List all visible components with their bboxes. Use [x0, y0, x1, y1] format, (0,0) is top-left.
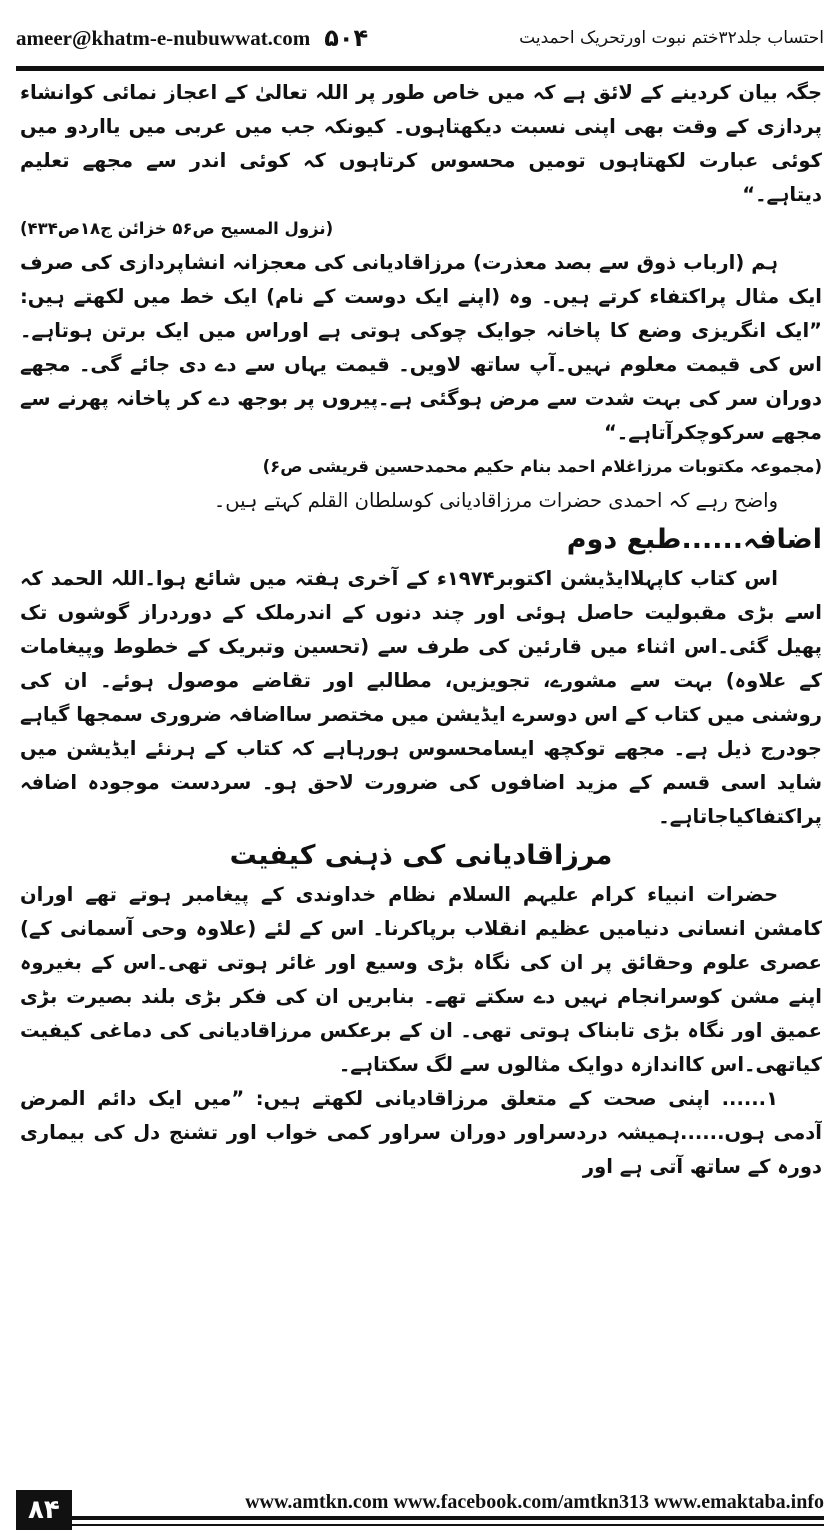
- paragraph-6: ۱...... اپنی صحت کے متعلق مرزاقادیانی لکھتے ہیں: ”میں ایک دائم المرض آدمی ہوں......ہمیشہ دردسراور دوران سراور کمی خواب اور تشنج دل کی بیماری دورہ کے ساتھ آتی ہے اور: [20, 1087, 822, 1178]
- header-left: [16, 24, 368, 52]
- footer-rule-area: [72, 1482, 824, 1530]
- paragraph-1: جگہ بیان کردینے کے لائق ہے کہ میں خاص طور پر اللہ تعالیٰ کے اعجاز نمائی کوانشاء پردازی کے وقت بھی اپنی نسبت دیکھتاہوں۔ کیونکہ جب میں عربی میں یااردو میں کوئی عبارت لکھتاہوں تومیں محسوس کرتاہوں کہ کوئی اندر سے مجھے تعلیم دیتاہے۔“: [20, 81, 822, 206]
- page-footer: [16, 1482, 824, 1530]
- header-rule: [16, 66, 824, 71]
- paragraph-2: ہم (ارباب ذوق سے بصد معذرت) مرزاقادیانی کی معجزانہ انشاپردازی کی صرف ایک مثال پراکتفاء کرتے ہیں۔ وہ (اپنے ایک دوست کے نام) ایک خط میں لکھتے ہیں: ”ایک انگریزی وضع کا پاخانہ جوایک چوکی ہوتی ہے اوراس میں ایک برتن ہوتاہے۔اس کی قیمت معلوم نہیں۔آپ ساتھ لاویں۔ قیمت یہاں سے دے دی جائے گی۔ مجھے دوران سر کی بہت شدت سے مرض ہوگئی ہے۔پیروں پر بوجھ دے کر پاخانہ پھرنے سے مجھے سرکوچکرآتاہے۔“: [20, 251, 822, 444]
- page-header: [16, 18, 824, 58]
- footer-rule: [72, 1516, 824, 1526]
- paragraph-4: اس کتاب کاپہلاایڈیشن اکتوبر۱۹۷۴ء کے آخری ہفتہ میں شائع ہوا۔اللہ الحمد کہ اسے بڑی مقبولیت حاصل ہوئی اور چند دنوں کے اندرملک کے دوردراز گوشوں تک پھیل گئی۔اس اثناء میں قارئین کی طرف سے (تحسین وتبریک کے خطوط وپیغامات کے علاوہ) بہت سے مشورے، تجویزیں، مطالبے اور تقاضے موصول ہوئے۔ ان کی روشنی میں کتاب کے اس دوسرے ایڈیشن میں مختصر سااضافہ ضروری سمجھا گیاہے جودرج ذیل ہے۔ مجھے توکچھ ایسامحسوس ہورہاہے کہ کتاب کے ہرنئے ایڈیشن میں شاید اسی قسم کے مزید اضافوں کی ضرورت لاحق ہو۔ سردست موجودہ اضافہ پراکتفاکیاجاتاہے۔: [20, 567, 822, 828]
- header-email[interactable]: ameer@khatm-e-nubuwwat.com: [16, 25, 311, 50]
- page-body: [20, 76, 822, 1462]
- section-heading-addition: اضافہ......طبع دوم: [566, 524, 822, 555]
- reference-2: (مجموعہ مکتوبات مرزاغلام احمد بنام حکیم محمدحسین قریشی ص۶): [262, 457, 822, 476]
- section-heading-mental-state: مرزاقادیانی کی ذہنی کیفیت: [229, 840, 613, 871]
- header-book-title: احتساب جلد۳۲ختم نبوت اورتحریک احمدیت: [519, 28, 824, 48]
- paragraph-3: واضح رہے کہ احمدی حضرات مرزاقادیانی کوسلطان القلم کہتے ہیں۔: [213, 489, 778, 512]
- footer-links[interactable]: www.amtkn.com www.facebook.com/amtkn313 www.emaktaba.info: [245, 1491, 824, 1513]
- reference-1: (نزول المسیح ص۵۶ خزائن ج۱۸ص۴۳۴): [20, 219, 334, 238]
- footer-page-number: ۸۴: [16, 1490, 72, 1530]
- header-page-number: ۵۰۴: [324, 24, 369, 52]
- paragraph-5: حضرات انبیاء کرام علیہم السلام نظام خداوندی کے پیغامبر ہوتے تھے اوران کامشن انسانی دنیامیں عظیم انقلاب برپاکرنا۔ اس کے لئے (علاوہ وحی آسمانی کے) عصری علوم وحقائق پر ان کی نگاہ بڑی وسیع اور غائر ہوتی تھی۔اس کے بغیروہ اپنے مشن کوسرانجام نہیں دے سکتے تھے۔ بنابریں ان کی فکر بڑی بلند بصیرت بڑی عمیق اور نگاہ بڑی تابناک ہوتی تھی۔ ان کے برعکس مرزاقادیانی کی دماغی کیفیت کیاتھی۔اس کااندازہ دوایک مثالوں سے لگ سکتاہے۔: [20, 883, 822, 1076]
